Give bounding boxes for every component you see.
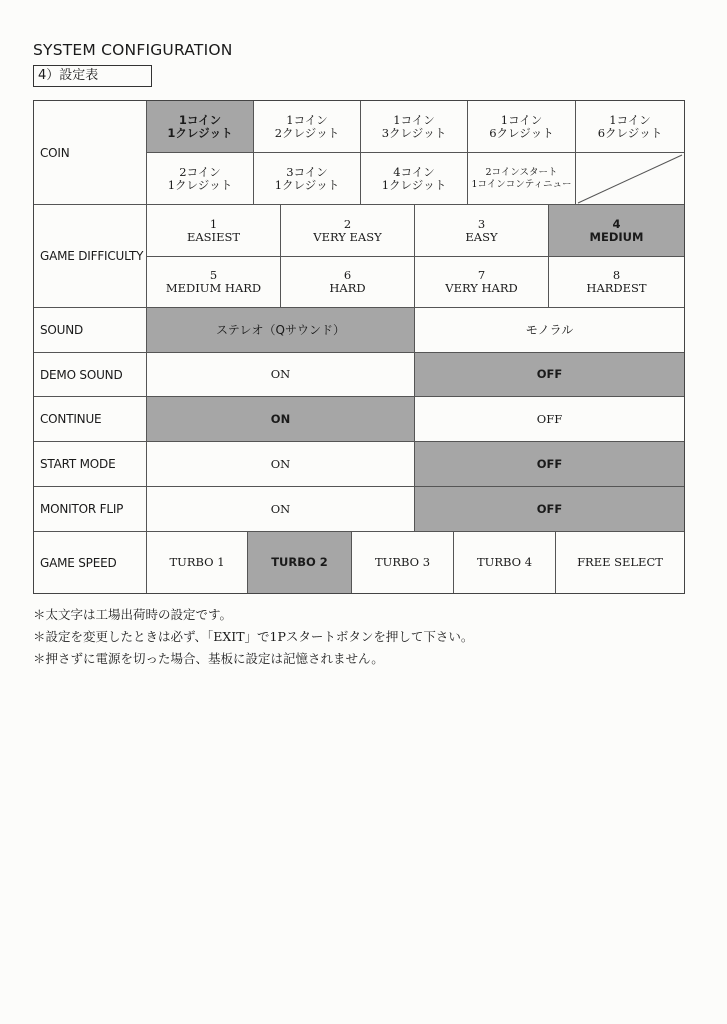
row-label-game-difficulty: GAME DIFFICULTY bbox=[34, 205, 147, 308]
coin-option-8 bbox=[361, 153, 468, 205]
coin-option-line: 3クレジット bbox=[381, 125, 447, 140]
coin-option-line: 1クレジット bbox=[167, 177, 233, 192]
coin-option-line: 2クレジット bbox=[274, 125, 340, 140]
row-label-game-speed: GAME SPEED bbox=[34, 532, 147, 593]
difficulty-option-1 bbox=[147, 205, 281, 257]
difficulty-name: MEDIUM HARD bbox=[165, 281, 262, 295]
settings-table bbox=[33, 100, 685, 594]
coin-option-line: 6クレジット bbox=[489, 125, 554, 140]
difficulty-option-2 bbox=[281, 205, 415, 257]
coin-option-3 bbox=[361, 101, 468, 153]
difficulty-option-6 bbox=[281, 257, 415, 308]
difficulty-number: 6 bbox=[343, 268, 352, 282]
coin-option-line: 1クレジット bbox=[167, 125, 233, 140]
difficulty-number: 2 bbox=[343, 216, 352, 231]
coin-option-9 bbox=[468, 153, 576, 205]
sound-option-stereo: ステレオ（Qサウンド） bbox=[147, 308, 415, 353]
difficulty-option-5 bbox=[147, 257, 281, 308]
difficulty-name: MEDIUM bbox=[589, 229, 644, 244]
difficulty-option-3 bbox=[415, 205, 549, 257]
coin-option-line: 1コインコンティニュー bbox=[471, 178, 572, 190]
coin-option-line: 2コイン bbox=[179, 164, 221, 179]
row-label-demo-sound: DEMO SOUND bbox=[34, 353, 147, 397]
difficulty-name: VERY HARD bbox=[445, 281, 518, 295]
difficulty-name: HARDEST bbox=[586, 281, 647, 295]
row-label-continue: CONTINUE bbox=[34, 397, 147, 442]
game-speed-option-turbo-2: TURBO 2 bbox=[248, 532, 352, 593]
difficulty-number: 7 bbox=[477, 268, 486, 282]
difficulty-name: VERY EASY bbox=[313, 229, 382, 244]
row-label-monitor-flip: MONITOR FLIP bbox=[34, 487, 147, 532]
game-speed-option-free-select: FREE SELECT bbox=[577, 555, 663, 569]
difficulty-name: EASIEST bbox=[186, 229, 241, 244]
row-label-start-mode: START MODE bbox=[34, 442, 147, 487]
coin-option-line: 1クレジット bbox=[274, 177, 340, 192]
notes bbox=[33, 604, 473, 670]
difficulty-number: 4 bbox=[612, 216, 621, 231]
coin-option-line: 4コイン bbox=[393, 164, 435, 179]
coin-option-4 bbox=[468, 101, 576, 153]
demo-sound-option-on: ON bbox=[147, 353, 415, 397]
coin-option-line: 1コイン bbox=[500, 112, 543, 127]
game-speed-option-turbo-1: TURBO 1 bbox=[147, 532, 248, 593]
difficulty-number: 1 bbox=[209, 216, 218, 231]
monitor-flip-option-on: ON bbox=[147, 487, 415, 532]
coin-option-line: 3コイン bbox=[286, 164, 328, 179]
coin-option-line: 1コイン bbox=[393, 112, 435, 127]
start-mode-option-off: OFF bbox=[415, 442, 684, 487]
coin-option-6 bbox=[147, 153, 254, 205]
continue-option-on: ON bbox=[147, 397, 415, 442]
coin-option-line: 2コインスタート bbox=[485, 166, 558, 178]
coin-option-line: 1コイン bbox=[609, 112, 651, 127]
coin-option-line: 1コイン bbox=[178, 112, 222, 127]
page-title: SYSTEM CONFIGURATION bbox=[33, 41, 233, 59]
section-heading: 4）設定表 bbox=[33, 65, 152, 87]
difficulty-name: EASY bbox=[465, 229, 498, 244]
start-mode-option-on: ON bbox=[147, 442, 415, 487]
empty-diagonal-cell bbox=[576, 153, 684, 205]
row-label-coin: COIN bbox=[34, 101, 147, 205]
difficulty-option-4 bbox=[549, 205, 684, 257]
coin-option-line: 1クレジット bbox=[381, 177, 447, 192]
continue-option-off: OFF bbox=[415, 397, 684, 442]
coin-option-1 bbox=[147, 101, 254, 153]
coin-option-2 bbox=[254, 101, 361, 153]
coin-option-line: 1コイン bbox=[286, 112, 328, 127]
coin-option-line: 6クレジット bbox=[597, 125, 663, 140]
note-line: ＊設定を変更したときは必ず、「EXIT」で1Pスタートボタンを押して下さい。 bbox=[33, 629, 474, 644]
game-speed-option-turbo-4: TURBO 4 bbox=[454, 532, 556, 593]
difficulty-number: 3 bbox=[477, 216, 486, 231]
monitor-flip-option-off: OFF bbox=[415, 487, 684, 532]
diagonal-line bbox=[576, 153, 684, 205]
difficulty-option-7 bbox=[415, 257, 549, 308]
coin-option-7 bbox=[254, 153, 361, 205]
coin-option-5 bbox=[576, 101, 684, 153]
difficulty-name: HARD bbox=[329, 281, 366, 295]
demo-sound-option-off: OFF bbox=[415, 353, 684, 397]
note-line: ＊太文字は工場出荷時の設定です。 bbox=[33, 607, 233, 622]
row-label-sound: SOUND bbox=[34, 308, 147, 353]
sound-option-mono: モノラル bbox=[415, 308, 684, 353]
difficulty-number: 8 bbox=[612, 268, 621, 282]
game-speed-option-turbo-3: TURBO 3 bbox=[352, 532, 454, 593]
note-line: ＊押さずに電源を切った場合、基板に設定は記憶されません。 bbox=[33, 651, 384, 666]
difficulty-number: 5 bbox=[209, 268, 218, 282]
difficulty-option-8 bbox=[549, 257, 684, 308]
